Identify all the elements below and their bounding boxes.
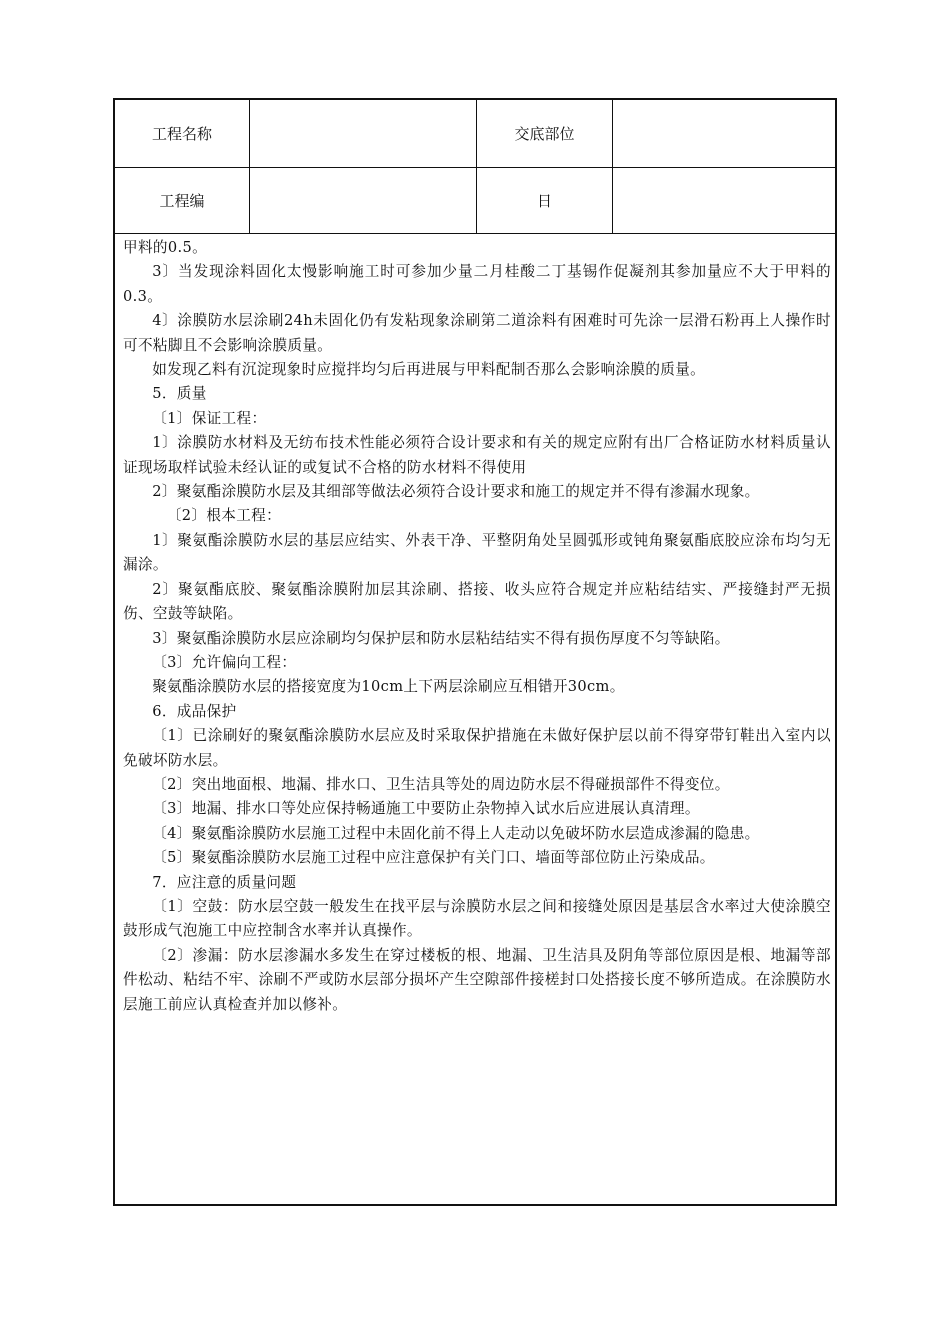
project-name-label: 工程名称: [115, 100, 250, 167]
project-code-value[interactable]: [250, 168, 477, 233]
paragraph: 3〕聚氨酯涂膜防水层应涂刷均匀保护层和防水层粘结结实不得有损伤厚度不匀等缺陷。: [152, 629, 730, 647]
paragraph: 〔1〕已涂刷好的聚氨酯涂膜防水层应及时采取保护措施在未做好保护层以前不得穿带钉鞋出入室内以免破坏防水层。: [123, 727, 831, 769]
project-code-label: 工程编: [115, 168, 250, 233]
body-text: [123, 236, 831, 1017]
paragraph: 1〕涂膜防水材料及无纺布技术性能必须符合设计要求和有关的规定应附有出厂合格证防水材料质量认证现场取样试验未经认证的或复试不合格的防水材料不得使用: [123, 434, 831, 476]
subsection-heading: 〔2〕根本工程：: [166, 507, 282, 525]
paragraph: 2〕聚氨酯底胶、聚氨酯涂膜附加层其涂刷、搭接、收头应符合规定并应粘结结实、严接缝封严无损伤、空鼓等缺陷。: [123, 580, 831, 623]
subsection-heading: 〔3〕允许偏向工程：: [152, 653, 297, 671]
date-label: 日: [477, 168, 613, 233]
paragraph: 2〕聚氨酯涂膜防水层及其细部等做法必须符合设计要求和施工的规定并不得有渗漏水现象。: [152, 483, 760, 501]
location-label: 交底部位: [477, 100, 613, 167]
section-heading: 7．应注意的质量问题: [152, 873, 297, 891]
header-row-2: [115, 168, 835, 234]
paragraph: 4〕涂膜防水层涂刷24h未固化仍有发粘现象涂刷第二道涂料有困难时可先涂一层滑石粉再上人操作时可不粘脚且不会影响涂膜质量。: [123, 312, 831, 354]
paragraph: 〔1〕空鼓：防水层空鼓一般发生在找平层与涂膜防水层之间和接缝处原因是基层含水率过大使涂膜空鼓形成气泡施工中应控制含水率并认真操作。: [123, 897, 831, 940]
project-name-value[interactable]: [250, 100, 477, 167]
location-value[interactable]: [613, 100, 835, 167]
paragraph: 〔4〕聚氨酯涂膜防水层施工过程中未固化前不得上人走动以免破坏防水层造成渗漏的隐患。: [152, 824, 760, 842]
section-heading: 6．成品保护: [152, 702, 237, 720]
section-heading: 5．质量: [152, 385, 207, 403]
subsection-heading: 〔1〕保证工程：: [152, 409, 267, 427]
paragraph: 〔3〕地漏、排水口等处应保持畅通施工中要防止杂物掉入试水后应进展认真清理。: [152, 800, 700, 818]
paragraph: 1〕聚氨酯涂膜防水层的基层应结实、外表干净、平整阴角处呈圆弧形或钝角聚氨酯底胶应涂布均匀无漏涂。: [123, 531, 831, 574]
paragraph: 如发现乙料有沉淀现象时应搅拌均匀后再进展与甲料配制否那么会影响涂膜的质量。: [152, 361, 706, 379]
header-row-1: [115, 100, 835, 168]
paragraph: 甲料的0.5。: [123, 239, 208, 256]
paragraph: 〔2〕突出地面根、地漏、排水口、卫生洁具等处的周边防水层不得碰损部件不得变位。: [152, 775, 730, 793]
paragraph: 〔2〕渗漏：防水层渗漏水多发生在穿过楼板的根、地漏、卫生洁具及阴角等部位原因是根、地漏等部件松动、粘结不牢、涂刷不严或防水层部分损坏产生空隙部件接槎封口处搭接长度不够所造成。在涂膜防水层施工前应认真检查并加以修补。: [123, 946, 831, 1013]
paragraph: 〔5〕聚氨酯涂膜防水层施工过程中应注意保护有关门口、墙面等部位防止污染成品。: [152, 849, 715, 867]
date-value[interactable]: [613, 168, 835, 233]
paragraph: 聚氨酯涂膜防水层的搭接宽度为10cm上下两层涂刷应互相错开30cm。: [152, 678, 625, 696]
disclosure-form: [113, 98, 837, 1206]
paragraph: 3〕当发现涂料固化太慢影响施工时可参加少量二月桂酸二丁基锡作促凝剂其参加量应不大于甲料的0.3。: [123, 263, 831, 305]
